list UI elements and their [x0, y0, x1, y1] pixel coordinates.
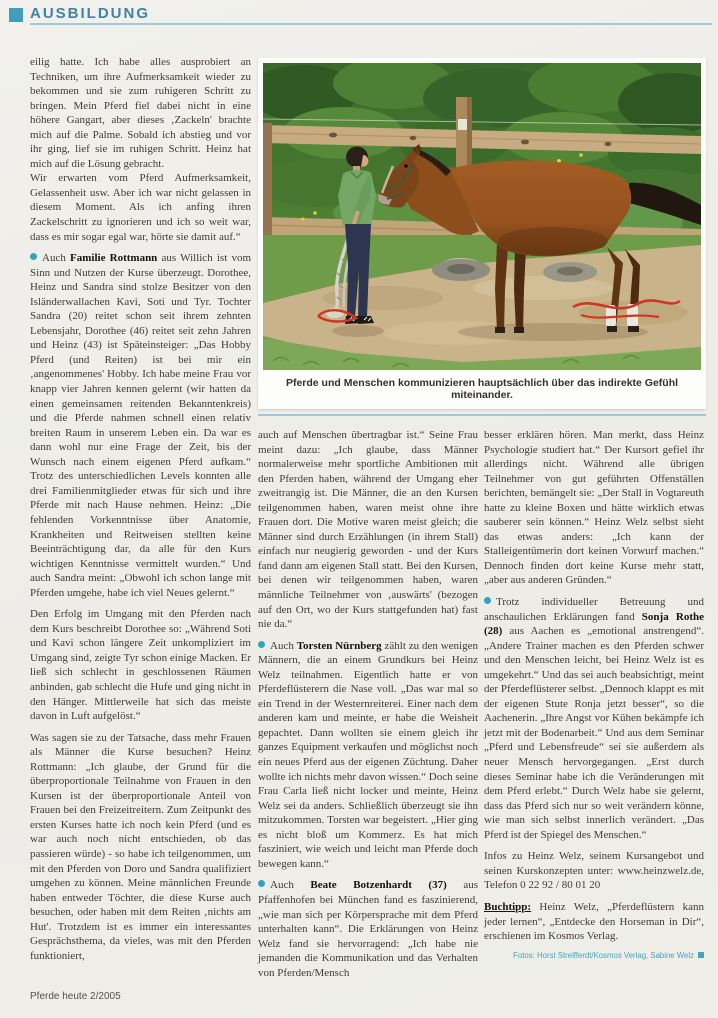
body-text: auch auf Menschen übertragbar ist.“ Seine Frau meint dazu: „Ich glaube, dass Männer normalerweise mehr sportliche Ambitionen mit den Pferden haben, während der Umgang eher zweitrangig ist. Die Männer, die an den Kursen teilgenommen haben, waren meist ohne ihre Frauen dort. Die Motive waren meist gleich; die Männer sind durch Erzählungen (in ihrem Stall) einfach nur neugierig geworden - und der Kurs fand dann am eigenen Stall statt. Bei den Kursen, bei denen wir teilgenommen haben, waren männliche Teilnehmer von ‚auswärts' (bezogen auf den Ort, wo der Kurs stattgefunden hat) fast nie da.“ [258, 429, 478, 631]
article-photo-card [258, 58, 706, 409]
bullet-icon [258, 641, 265, 648]
paragraph [30, 171, 251, 244]
body-text: besser erklären hören. Man merkt, dass Heinz Psychologie studiert hat.“ Der Kursort gefiel ihr allerdings nicht. Während alle übrigen Teilnehmer von gut geführten Offenställen berichten, bemängelt sie: „Der Stall in Vogtareuth hatte zu kleine Boxen und hätte wirklich etwas sauberer sein können.“ Heinz Welz selbst sieht das etwas anders: „Ich kann der Stalleigentümerin dort keinen Vorwurf machen.“ Dennoch finden dort keine Kurse mehr statt, „aber aus anderen Gründen.“ [484, 429, 704, 587]
paragraph [484, 595, 704, 842]
article-column-1 [30, 55, 251, 970]
paragraph [30, 55, 251, 171]
section-title: AUSBILDUNG [30, 5, 150, 22]
bullet-icon [258, 880, 265, 887]
body-text: Heinz Welz, „Pferdeflüstern kann jeder lernen“, „Entdecke den Horseman in Dir“, erschienen im Kosmos Verlag. [484, 900, 704, 943]
paragraph [30, 731, 251, 964]
paragraph [484, 900, 704, 944]
article-column-2 [258, 428, 478, 980]
photo-credit-text: Fotos: Horst Streifferdt/Kosmos Verlag, Sabine Welz [513, 950, 694, 960]
body-text: aus Aachen es „emotional anstrengend“. „Andere Trainer machen es den Pferden schwer und den Menschen leicht, bei Heinz Welz ist es umgekehrt.“ Und das sei auch beabsichtigt, meint der Pferdeflüsterer selbst. „Dennoch klappt es mit der eigenen Stute Ronja jetzt besser“, so die Aachenerin. „Ihre Angst vor Kühen bekämpfe ich jetzt mit der Bodenarbeit.“ Und aus dem Seminar „Pferd und Lebensfreude“ sei sie außerdem als neuer Mensch hervorgegangen. „Erst durch dieses Seminar habe ich die Veränderungen mit dem Pferd erlebt.“ Durch Welz habe sie gelernt, dass das Pferd sich nur so weit verändern könne, wie man sich selbst innerlich verändert. „Das Pferd ist der Spiegel des Menschen.“ [484, 625, 704, 841]
photo-scene [263, 63, 701, 370]
body-text: Wir erwarten vom Pferd Aufmerksamkeit, Gelassenheit usw. Aber ich war nicht gelassen in diesem Moment. Als ich anfing ihren Zackelschritt zu ignorieren und ich so weit war, dass es mir sogar egal war, hörte sie damit auf.“ [30, 172, 251, 243]
header-rule [30, 23, 712, 25]
end-marker-icon [698, 952, 704, 958]
photo-credit [484, 951, 704, 960]
emphasized-text: Buchtipp: [484, 900, 532, 913]
paragraph [258, 639, 478, 872]
body-text: Auch [270, 639, 297, 652]
paragraph [484, 849, 704, 893]
section-marker-icon [9, 8, 23, 22]
paragraph [484, 428, 704, 588]
page-footer: Pferde heute 2/2005 [30, 991, 121, 1002]
article-column-3 [484, 428, 704, 944]
paragraph [258, 878, 478, 980]
body-text: aus Pfaffenhofen bei München fand es faszinierend, „wie man sich per Körpersprache mit dem Pferd unterhalten kann“. Die Erklärungen von Heinz Welz fand sie hervorragend: „Ich habe nie jemanden die Kommunikation und das Verhalten von Pferden/Mensch [258, 879, 478, 979]
paragraph [30, 607, 251, 723]
body-text: Infos zu Heinz Welz, seinem Kursangebot und seinen Kurskonzepten unter: www.heinzwelz.de, Telefon 0 22 92 / 80 01 20 [484, 850, 704, 892]
paragraph [258, 428, 478, 632]
body-text: zählt zu den wenigen Männern, die an einem Grundkurs bei Heinz Welz teilnahmen. Eigentlich hatte er von Pferdeflüsterern die Nase voll. „Das war mal so ein Trend in der Westernreiterei. Einer nach dem anderen kam und meinte, er habe die Weisheit gepachtet. Dann wollten sie einem gleich ihr ganzes Equipment verkaufen und möglichst noch ein neues Pferd aus der eigenen Züchtung. Daher wollte ich nichts mehr davon wissen.“ Doch seine Frau Carla ließ nicht locker und meinte, Heinz Welz sei da anders. Schließlich überzeugt sie ihn mitzukommen. Torsten war begeistert. „Hier ging es nicht bloß um Kommerz. Es hat mich fasziniert, wie weich und leicht man Pferde doch bewegen kann.“ [258, 639, 478, 870]
paragraph [30, 251, 251, 600]
emphasized-text: Sonja Rothe (28) [484, 610, 704, 638]
photo-caption: Pferde und Menschen kommunizieren hauptsächlich über das indirekte Gefühl miteinander. [285, 377, 679, 401]
bullet-icon [484, 597, 491, 604]
body-text: eilig hatte. Ich habe alles ausprobiert an Techniken, um ihre Aufmerksamkeit wieder zu bekommen und sie zum ruhigeren Schritt zu bringen. Mein Pferd fiel dabei nicht in eine höhere Gangart, aber dieses ‚Zackeln' brachte mich auf die Palme. Sobald ich abstieg und vor ihr ging, lief sie im ruhigen Schritt. Heinz hat mich auf die Lösung gebracht. [30, 56, 251, 170]
body-text: Was sagen sie zu der Tatsache, dass mehr Frauen als Männer die Kurse besuchen? Heinz Rottmann: „Ich glaube, der Grund für die überproportionale Teilnahme von Frauen in den Kursen ist der überproportionale Anteil von Frauen bei den Freizeitreitern. Zum Zeitpunkt des ersten Kurses hatte ich noch kein Pferd (und es war auch noch nicht entschieden, ob das passieren würde) - so habe ich teilgenommen, um mit den Pferden von Doro und Sandra qualifiziert umgehen zu können. Meine männlichen Freunde haben entweder Töchter, die diese Kurse auch besuchen, oder haben mit dem Reiten ‚nichts am Hut'. Trotzdem ist es immer ein interessantes Gesprächsthema, da vieles, was mit den Pferden funktioniert, [30, 731, 251, 962]
emphasized-text: Beate Botzenhardt (37) [310, 879, 447, 892]
emphasized-text: Torsten Nürnberg [296, 639, 382, 652]
emphasized-text: Familie Rottmann [70, 252, 158, 265]
body-text: Den Erfolg im Umgang mit den Pferden nach dem Kurs beschreibt Dorothee so: „Während Soti und Kavi schon längere Zeit unkompliziert im Umgang sind, zeigte Tyr schon einige Macken. Er ließ sich schlecht in geschlossenen Räumen anbinden, gab schlecht die Hufe und ging nicht in den Hänger. Mittlerweile hat sich das meiste davon in Luft aufgelöst.“ [30, 608, 251, 723]
body-text: aus Willich ist vom Sinn und Nutzen der Kurse überzeugt. Dorothee, Heinz und Sandra sind stolze Besitzer von den Isländerwallachen Kavi, Soti und Tyr. Tochter Sandra (20) reitet schon seit ihrem zehnten Lebensjahr, Dorothee (46) reitet seit zehn Jahren und Heinz (43) ist Späteinsteiger: „Das Hobby Pferd (und Reiten) ist bei mir ein ‚angenommenes' Hobby. Ich habe meine Frau vor knapp vier Jahren kennen gelernt (wir hatten da einen gemeinsamen reitenden Bekanntenkreis) und die Pferde nahmen schnell einen relativ breiten Raum in unserem Leben ein. Da war es dann wohl nur eine Frage der Zeit, bis der Wunsch nach einem eigenen Pferd aufkam.“ Trotz des unterschiedlichen Levels konnten alle drei Familienmitglieder etwas für sich und ihre Pferde mit nach Hause nehmen. Heinz: „Die fehlenden Vorkenntnisse über Anatomie, Krankheiten und Reitweisen stellten keine Beeinträchtigung dar, da alle für den Kurs wichtigen Kenntnisse vermittelt wurden.“ Und auch Sandra meint: „Obwohl ich schon lange mit Pferden umgehe, habe ich viel Neues gelernt.“ [30, 252, 252, 599]
body-text: Auch [42, 252, 71, 265]
article-photo [263, 63, 701, 370]
body-text: Trotz individueller Betreuung und anschaulichen Erklärungen fand [484, 596, 704, 623]
caption-rule [258, 414, 706, 416]
body-text: Auch [270, 879, 311, 892]
bullet-icon [30, 253, 37, 260]
